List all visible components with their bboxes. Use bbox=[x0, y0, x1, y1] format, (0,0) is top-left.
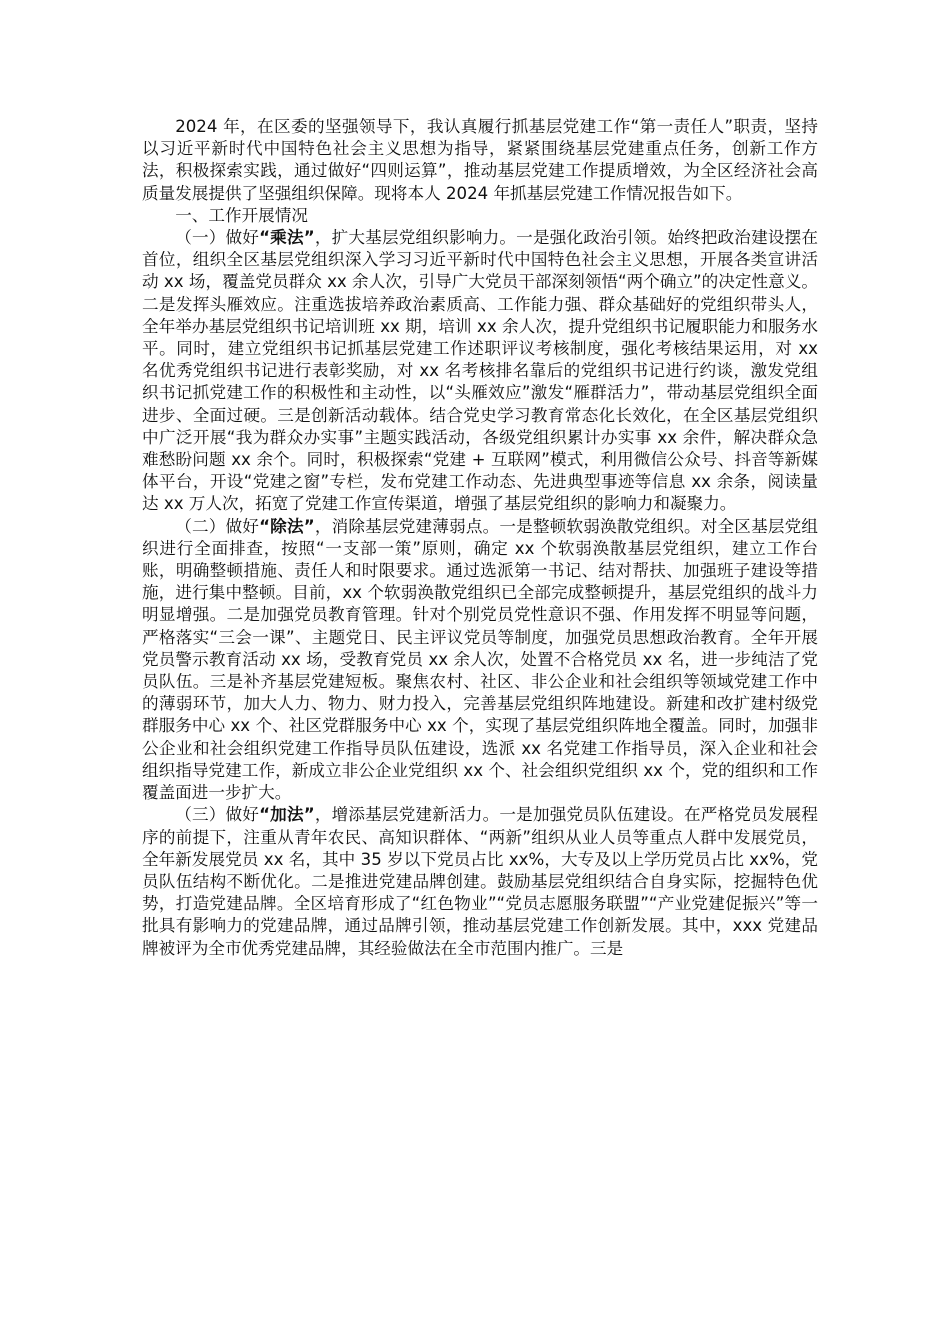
paragraph-multiplication bbox=[142, 227, 818, 516]
paragraph-keyword: “除法” bbox=[259, 516, 315, 536]
paragraph-prefix: （一）做好 bbox=[175, 228, 260, 248]
paragraph-body: ，增添基层党建新活力。一是加强党员队伍建设。在严格党员发展程序的前提下，注重从青年农民、高知识群体、“两新”组织从业人员等重点人群中发展党员，全年新发展党员 xx 名，其中 35 岁以下党员占比 xx%，大专及以上学历党员占比 xx%，党员队伍结构不断优化。二是推进党建品牌创建。鼓励基层党组织结合自身实际，挖掘特色优势，打造党建品牌。全区培育形成了“红色物业”“党员志愿服务联盟”“产业党建促振兴”等一批具有影响力的党建品牌，通过品牌引领，推动基层党建工作创新发展。其中，xxx 党建品牌被评为全市优秀党建品牌，其经验做法在全市范围内推广。三是 bbox=[142, 805, 819, 958]
paragraph-prefix: （三）做好 bbox=[175, 805, 260, 825]
intro-paragraph: 2024 年，在区委的坚强领导下，我认真履行抓基层党建工作“第一责任人”职责，坚持以习近平新时代中国特色社会主义思想为指导，紧紧围绕基层党建重点任务，创新工作方法，积极探索实践，通过做好“四则运算”，推动基层党建工作提质增效，为全区经济社会高质量发展提供了坚强组织保障。现将本人 2024 年抓基层党建工作情况报告如下。 bbox=[142, 117, 818, 203]
document-page bbox=[142, 116, 818, 960]
paragraph-division bbox=[142, 516, 818, 805]
paragraph-body: ，消除基层党建薄弱点。一是整顿软弱涣散党组织。对全区基层党组织进行全面排查，按照“一支部一策”原则，确定 xx 个软弱涣散基层党组织，建立工作台账，明确整顿措施、责任人和时限要求。通过选派第一书记、结对帮扶、加强班子建设等措施，进行集中整顿。目前，xx 个软弱涣散党组织已全部完成整顿提升，基层党组织的战斗力明显增强。二是加强党员教育管理。针对个别党员党性意识不强、作用发挥不明显等问题，严格落实“三会一课”、主题党日、民主评议党员等制度，加强党员思想政治教育。全年开展党员警示教育活动 xx 场，受教育党员 xx 余人次，处置不合格党员 xx 名，进一步纯洁了党员队伍。三是补齐基层党建短板。聚焦农村、社区、非公企业和社会组织等领域党建工作中的薄弱环节，加大人力、物力、财力投入，完善基层党组织阵地建设。新建和改扩建村级党群服务中心 xx 个、社区党群服务中心 xx 个，实现了基层党组织阵地全覆盖。同时，加强非公企业和社会组织党建工作指导员队伍建设，选派 xx 名党建工作指导员，深入企业和社会组织指导党建工作，新成立非公企业党组织 xx 个、社会组织党组织 xx 个，党的组织和工作覆盖面进一步扩大。 bbox=[142, 516, 819, 803]
paragraph-keyword: “乘法” bbox=[259, 228, 315, 248]
paragraph-addition bbox=[142, 804, 818, 959]
paragraph-keyword: “加法” bbox=[259, 805, 315, 825]
paragraph-prefix: （二）做好 bbox=[175, 516, 260, 536]
paragraph-body: ，扩大基层党组织影响力。一是强化政治引领。始终把政治建设摆在首位，组织全区基层党组织深入学习习近平新时代中国特色社会主义思想，开展各类宣讲活动 xx 场，覆盖党员群众 xx 余人次，引导广大党员干部深刻领悟“两个确立”的决定性意义。二是发挥头雁效应。注重选拔培养政治素质高、工作能力强、群众基础好的党组织带头人，全年举办基层党组织书记培训班 xx 期，培训 xx 余人次，提升党组织书记履职能力和服务水平。同时，建立党组织书记抓基层党建工作述职评议考核制度，强化考核结果运用，对 xx 名优秀党组织书记进行表彰奖励，对 xx 名考核排名靠后的党组织书记进行约谈，激发党组织书记抓党建工作的积极性和主动性，以“头雁效应”激发“雁群活力”，带动基层党组织全面进步、全面过硬。三是创新活动载体。结合党史学习教育常态化长效化，在全区基层党组织中广泛开展“我为群众办实事”主题实践活动，各级党组织累计办实事 xx 余件，解决群众急难愁盼问题 xx 余个。同时，积极探索“党建 + 互联网”模式，利用微信公众号、抖音等新媒体平台，开设“党建之窗”专栏，发布党建工作动态、先进典型事迹等信息 xx 余条，阅读量达 xx 万人次，拓宽了党建工作宣传渠道，增强了基层党组织的影响力和凝聚力。 bbox=[142, 228, 819, 514]
section-heading-work-progress: 一、工作开展情况 bbox=[175, 205, 308, 225]
